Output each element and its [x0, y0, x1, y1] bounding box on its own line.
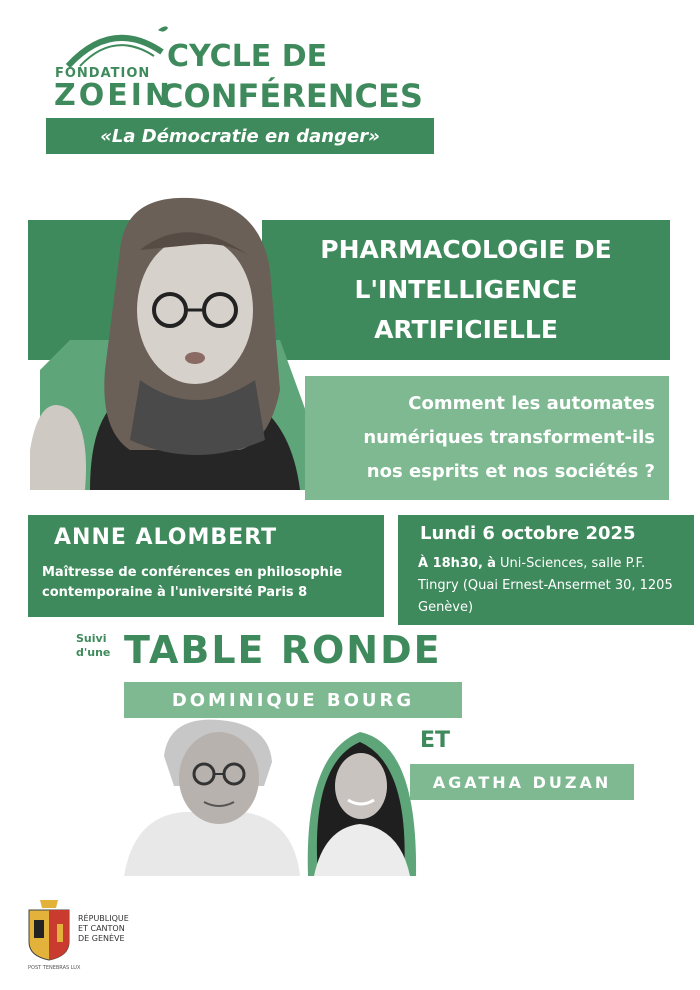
- org-name-line2: ZOEIN: [54, 78, 174, 113]
- followed-by-line: Suivi: [76, 632, 107, 645]
- talk-question: [363, 387, 655, 489]
- question-line: numériques transforment-ils: [363, 427, 655, 448]
- followed-by-label: [76, 632, 110, 660]
- talk-title-line: L'INTELLIGENCE: [354, 275, 578, 304]
- event-date: Lundi 6 octobre 2025: [420, 523, 636, 544]
- speaker-name: ANNE ALOMBERT: [54, 525, 278, 550]
- question-line: Comment les automates: [408, 393, 655, 414]
- cycle-tagline: «La Démocratie en danger»: [46, 118, 434, 154]
- crest-motto: POST TENEBRAS LUX: [28, 965, 81, 971]
- event-location: Uni-Sciences, salle P.F. Tingry (Quai Ernest-Ansermet 30, 1205 Genève): [418, 556, 673, 615]
- guest-photo-2: [300, 724, 424, 876]
- speaker-role: [42, 563, 342, 603]
- org-name-line1: FONDATION: [55, 66, 151, 81]
- talk-title-box: [262, 220, 670, 360]
- canton-line: DE GENÈVE: [78, 934, 125, 943]
- canton-line: RÉPUBLIQUE: [78, 914, 129, 923]
- event-box: [398, 515, 694, 625]
- canton-line: ET CANTON: [78, 924, 125, 933]
- canton-name: [78, 914, 129, 944]
- geneva-crest-icon: [26, 896, 72, 962]
- speaker-role-line: contemporaine à l'université Paris 8: [42, 585, 308, 600]
- speaker-photo: [30, 190, 320, 500]
- event-details: [418, 553, 680, 619]
- cycle-title-line1: CYCLE DE: [167, 39, 328, 74]
- event-time: À 18h30,: [418, 556, 483, 571]
- conjunction: ET: [420, 728, 451, 753]
- cycle-title-line2: CONFÉRENCES: [160, 77, 423, 115]
- speaker-role-line: Maîtresse de conférences en philosophie: [42, 565, 343, 580]
- followed-by-line: d'une: [76, 646, 111, 659]
- round-table-title: TABLE RONDE: [124, 628, 442, 672]
- zoein-logo-icon: [62, 22, 172, 72]
- question-line: nos esprits et nos sociétés ?: [366, 461, 655, 482]
- talk-title-line: ARTIFICIELLE: [374, 315, 558, 344]
- talk-title: [262, 230, 670, 350]
- talk-title-line: PHARMACOLOGIE DE: [320, 235, 612, 264]
- guest-name-2: AGATHA DUZAN: [410, 764, 634, 800]
- guest-name-1: DOMINIQUE BOURG: [124, 682, 462, 718]
- event-details-prefix: à: [487, 556, 496, 571]
- guest-photo-1: [124, 716, 300, 876]
- talk-question-box: [305, 376, 669, 500]
- speaker-box: [28, 515, 384, 617]
